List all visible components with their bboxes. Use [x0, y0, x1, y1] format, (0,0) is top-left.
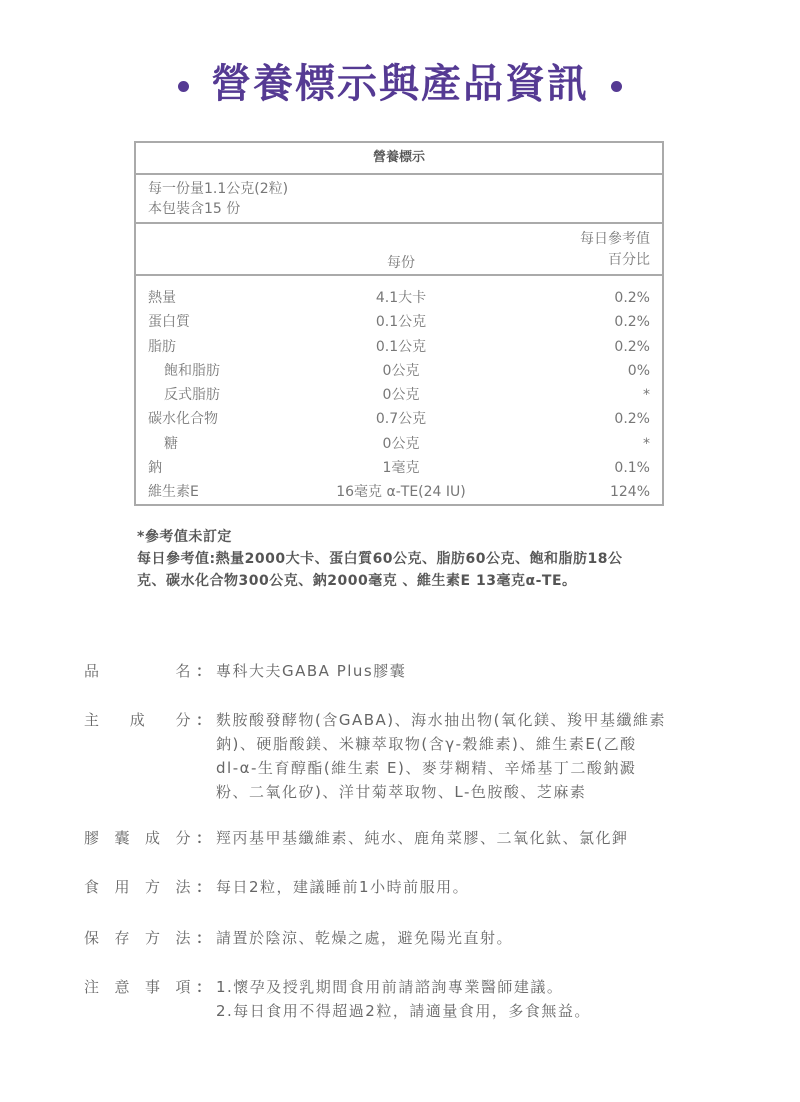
col-per-serving: 每份: [387, 255, 415, 271]
info-value: [216, 975, 776, 1023]
nutrient-pct: 0.1%: [614, 460, 650, 477]
info-value: [216, 659, 776, 683]
info-value: [216, 708, 776, 804]
footnotes: [137, 526, 737, 592]
nutrient-name: 鈉: [148, 460, 162, 477]
info-line: 麩胺酸發酵物(含GABA)、海水抽出物(氧化鎂、羧甲基纖維素: [216, 711, 666, 729]
nutrient-name: 蛋白質: [148, 314, 190, 331]
table-row: [136, 432, 662, 456]
nutrient-pct: 0.2%: [614, 411, 650, 428]
nutrient-value: 0.1公克: [375, 338, 427, 355]
info-colon: ：: [196, 978, 212, 996]
nutrient-pct: 0.2%: [614, 290, 650, 306]
info-line: 2.每日食用不得超過2粒，請適量食用，多食無益。: [216, 1002, 591, 1020]
info-colon: ：: [196, 662, 212, 680]
nutrient-name: 維生素E: [148, 484, 199, 501]
bullet-dot: [611, 81, 622, 92]
table-row: [136, 310, 662, 334]
nutrient-name: 反式脂肪: [164, 387, 220, 404]
info-label: 主成分: [84, 711, 192, 729]
nutrient-value: 1毫克: [382, 460, 420, 477]
nutrient-pct: 0.2%: [614, 338, 650, 355]
nutrient-name: 熱量: [148, 290, 176, 306]
table-row: [136, 480, 662, 504]
info-line: 羥丙基甲基纖維素、純水、鹿角菜膠、二氧化鈦、氯化鉀: [216, 829, 629, 847]
nutrient-pct: *: [643, 435, 650, 452]
note-line: 每日參考值:熱量2000大卡、蛋白質60公克、脂肪60公克、飽和脂肪18公: [137, 551, 623, 567]
table-row: [136, 335, 662, 359]
serving-info: [136, 175, 662, 224]
table-row: [136, 407, 662, 431]
nutrient-pct: 0.2%: [614, 314, 650, 331]
info-colon: ：: [196, 929, 212, 947]
servings-per-package: 本包裝含15 份: [148, 201, 241, 217]
table-header: 營養標示: [136, 143, 662, 175]
info-label: 膠囊成分: [84, 829, 192, 847]
nutrient-value: 0公克: [382, 362, 420, 379]
info-label: 保存方法: [84, 929, 192, 947]
bullet-dot: [178, 81, 189, 92]
nutrient-value: 16毫克 α-TE(24 IU): [336, 484, 466, 501]
info-value: [216, 875, 776, 899]
info-line: 專科大夫GABA Plus膠囊: [216, 662, 407, 680]
table-row: [136, 456, 662, 480]
info-colon: ：: [196, 829, 212, 847]
nutrient-value: 0公克: [382, 387, 420, 404]
note-line: *參考值未訂定: [137, 529, 232, 545]
nutrient-pct: 0%: [627, 362, 650, 379]
info-colon: ：: [196, 711, 212, 729]
column-headers: [136, 224, 662, 276]
nutrient-value: 0公克: [382, 435, 420, 452]
table-row: [136, 286, 662, 310]
info-value: [216, 926, 776, 950]
nutrient-value: 0.1公克: [375, 314, 427, 331]
info-line: 1.懷孕及授乳期間食用前請諮詢專業醫師建議。: [216, 978, 564, 996]
serving-size: 每一份量1.1公克(2粒): [148, 181, 289, 197]
nutrient-rows: [136, 276, 662, 505]
info-label: 食用方法: [84, 878, 192, 896]
note-line: 克、碳水化合物300公克、鈉2000毫克 、維生素E 13毫克α-TE。: [137, 573, 577, 589]
col-daily-value: [580, 229, 650, 271]
nutrient-name: 飽和脂肪: [164, 362, 220, 379]
info-line: dl-α-生育醇酯(維生素 E)、麥芽糊精、辛烯基丁二酸鈉澱: [216, 759, 637, 777]
table-row: [136, 359, 662, 383]
title-text: 營養標示與產品資訊: [211, 61, 589, 107]
info-label: 注意事項: [84, 978, 192, 996]
table-row: [136, 383, 662, 407]
info-line: 粉、二氧化矽)、洋甘菊萃取物、L-色胺酸、芝麻素: [216, 783, 587, 801]
nutrient-name: 碳水化合物: [148, 411, 218, 428]
nutrition-table: [134, 141, 664, 506]
info-line: 請置於陰涼、乾燥之處，避免陽光直射。: [216, 929, 514, 947]
info-colon: ：: [196, 878, 212, 896]
nutrient-name: 脂肪: [148, 338, 176, 355]
nutrient-value: 0.7公克: [375, 411, 427, 428]
nutrient-pct: 124%: [609, 484, 650, 501]
nutrient-name: 糖: [164, 435, 178, 452]
info-label: 品名: [84, 662, 192, 680]
nutrient-pct: *: [643, 387, 650, 404]
info-line: 鈉)、硬脂酸鎂、米糠萃取物(含γ-穀維素)、維生素E(乙酸: [216, 735, 637, 753]
nutrient-value: 4.1大卡: [375, 290, 427, 306]
info-line: 每日2粒，建議睡前1小時前服用。: [216, 878, 470, 896]
info-value: [216, 826, 776, 850]
page-title: [0, 52, 800, 109]
col-dv-line2: 百分比: [608, 252, 650, 268]
col-dv-line1: 每日參考值: [580, 231, 650, 247]
